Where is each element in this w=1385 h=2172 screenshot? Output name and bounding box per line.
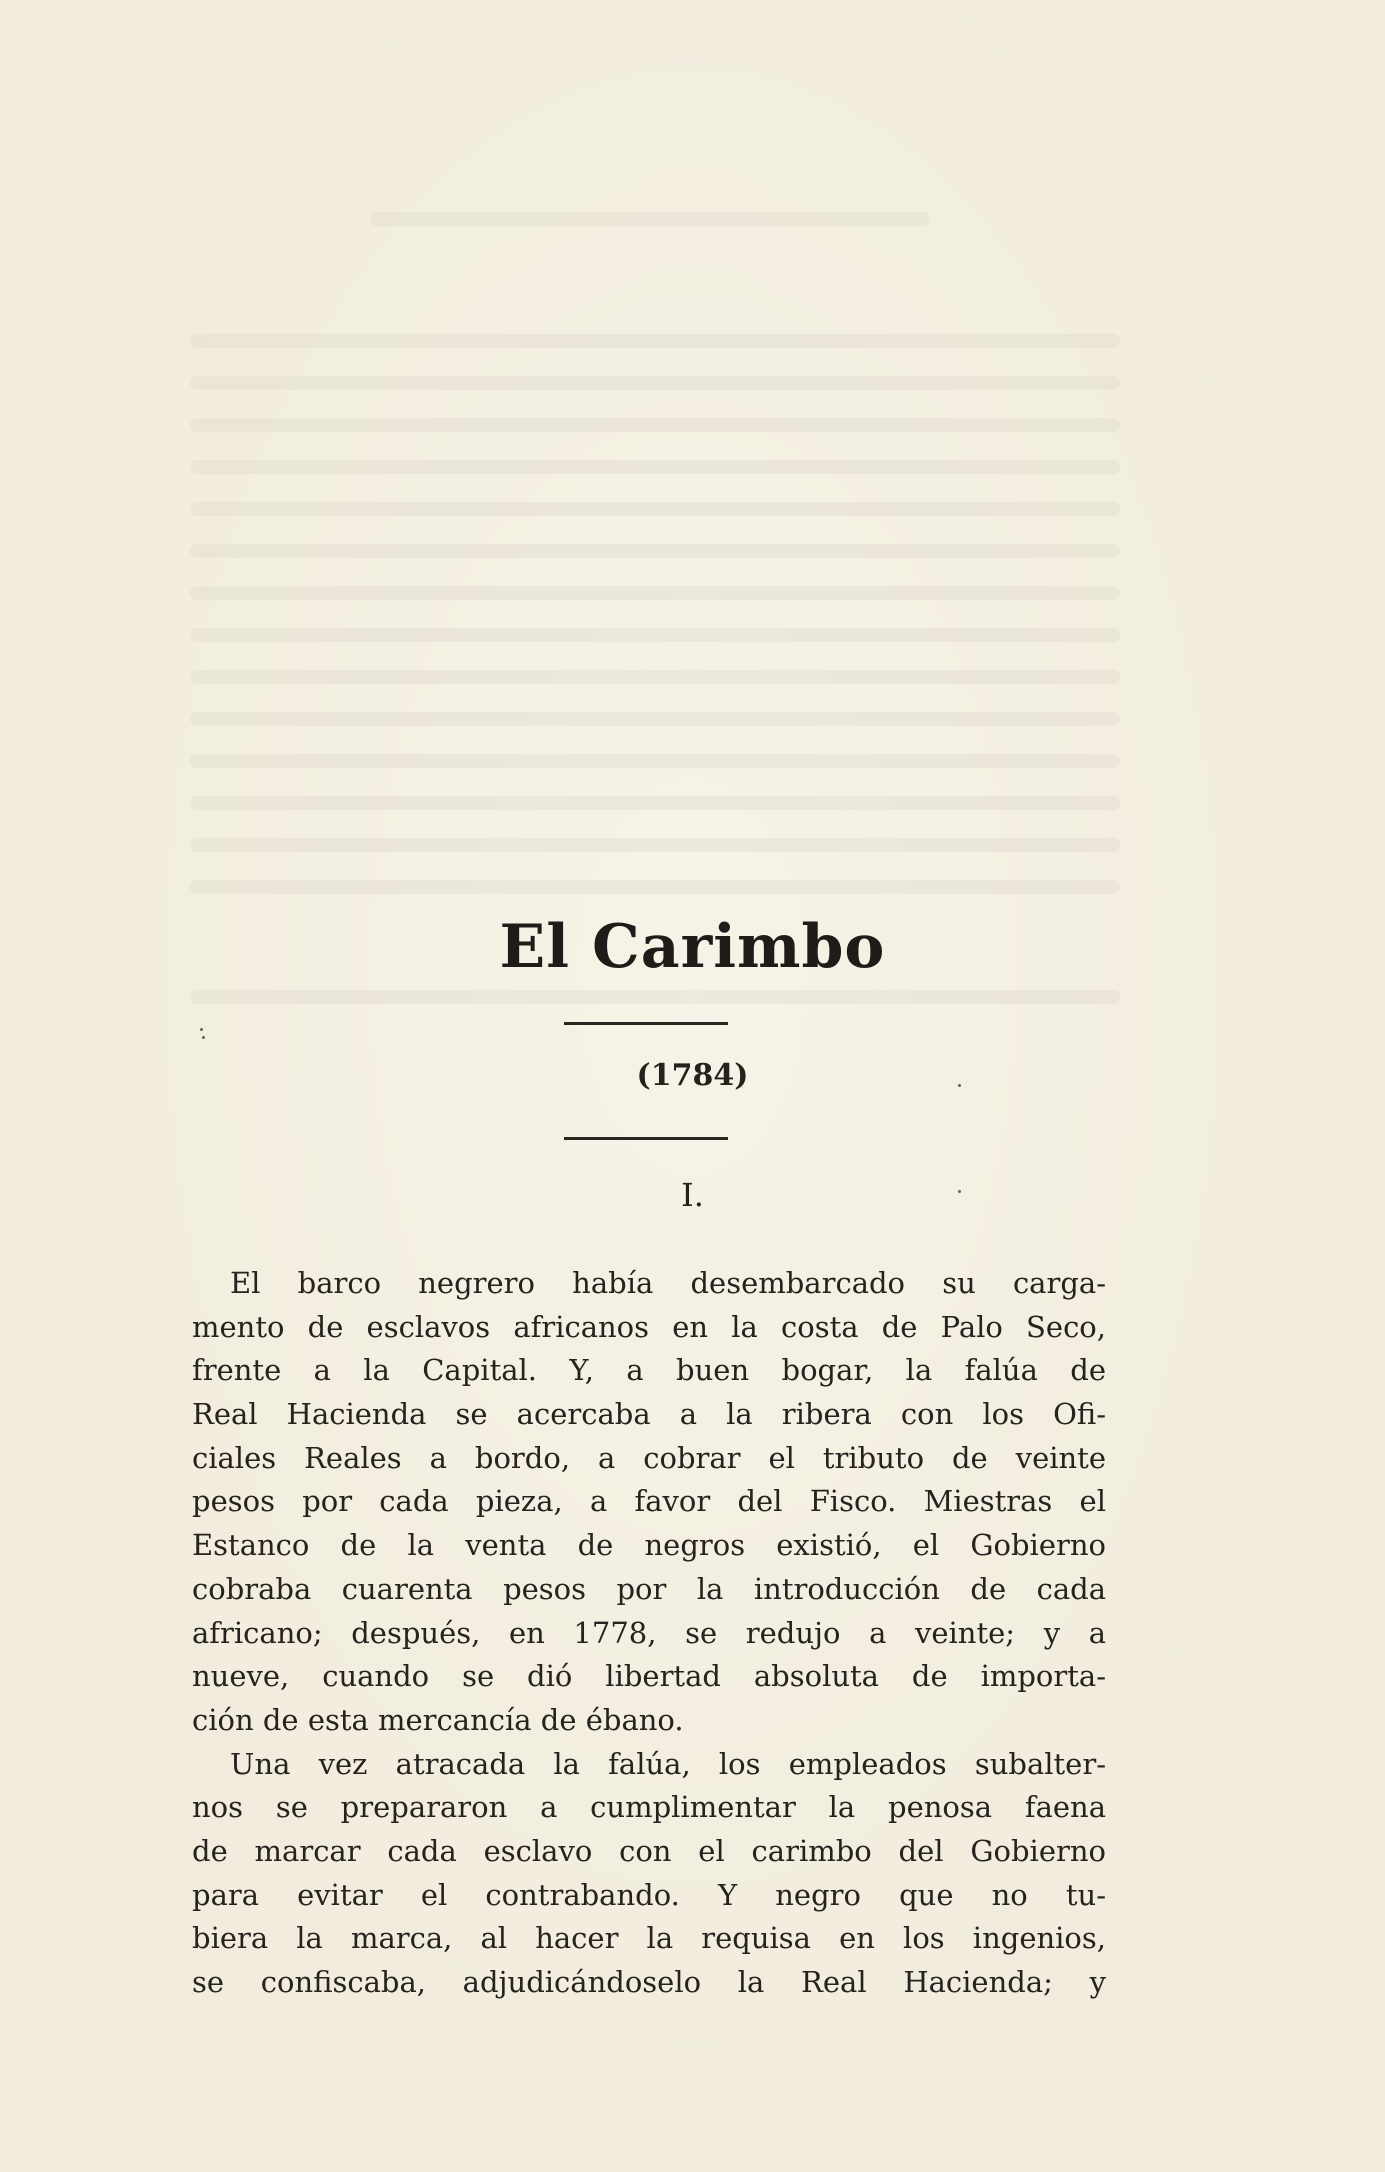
paper-speck [958, 1084, 961, 1087]
text-line: para evitar el contrabando. Y negro que no tu- [192, 1877, 1106, 1912]
text-line: Estanco de la venta de negros existió, el Gobierno [192, 1528, 1106, 1563]
text-line: Una vez atracada la falúa, los empleados subalter- [230, 1746, 1106, 1781]
title-divider-top [564, 1022, 728, 1025]
text-line: Real Hacienda se acercaba a la ribera con los Ofi- [192, 1397, 1106, 1432]
text-line: de marcar cada esclavo con el carimbo del Gobierno [192, 1833, 1106, 1868]
text-line: ciales Reales a bordo, a cobrar el tributo de veinte [192, 1440, 1106, 1475]
paragraph [192, 1743, 1106, 2005]
chapter-year: (1784) [636, 1058, 749, 1093]
paper-speck [958, 1190, 961, 1193]
section-number: I. [681, 1176, 704, 1214]
text-line: africano; después, en 1778, se redujo a veinte; y a [192, 1615, 1106, 1650]
text-line: mento de esclavos africanos en la costa de Palo Seco, [192, 1309, 1106, 1344]
text-line: nos se prepararon a cumplimentar la penosa faena [192, 1790, 1106, 1825]
text-line: se confiscaba, adjudicándoselo la Real Hacienda; y [192, 1965, 1106, 1999]
text-line: biera la marca, al hacer la requisa en los ingenios, [192, 1921, 1106, 1956]
text-line: cobraba cuarenta pesos por la introducción de cada [192, 1571, 1106, 1606]
text-line: frente a la Capital. Y, a buen bogar, la falúa de [192, 1353, 1106, 1388]
paper-speck [200, 1028, 203, 1031]
text-line: pesos por cada pieza, a favor del Fisco. Miestras el [192, 1484, 1106, 1519]
title-divider-bottom [564, 1137, 728, 1140]
text-line: ción de esta mercancía de ébano. [192, 1702, 684, 1737]
text-line: nueve, cuando se dió libertad absoluta de importa- [192, 1659, 1106, 1694]
chapter-title: El Carimbo [499, 912, 886, 982]
paper-speck [202, 1036, 205, 1039]
paragraph [192, 1262, 1106, 1743]
body-text [192, 1262, 1106, 2005]
text-line: El barco negrero había desembarcado su carga- [230, 1266, 1106, 1300]
